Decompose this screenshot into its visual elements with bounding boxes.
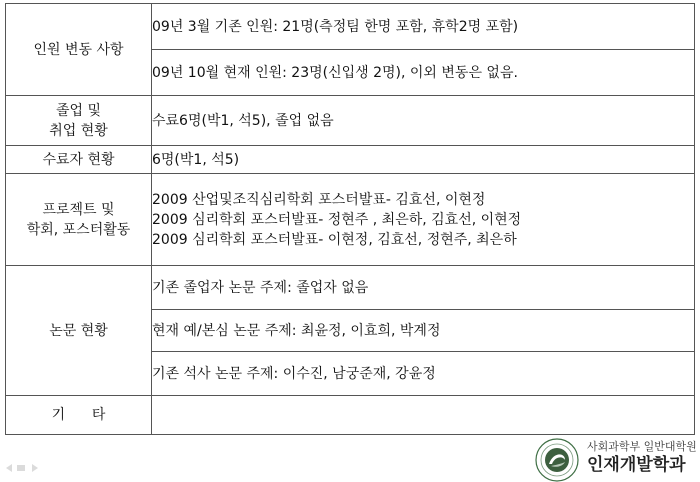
personnel-label: 인원 변동 사항	[6, 4, 152, 96]
completion-label: 수료자 현황	[6, 146, 152, 174]
thesis-line-1: 기존 졸업자 논문 주제: 졸업자 없음	[152, 266, 695, 310]
personnel-line-1: 09년 3월 기존 인원: 21명(측정팀 한명 포함, 휴학2명 포함)	[152, 4, 695, 50]
slide-nav-icon	[4, 462, 44, 474]
projects-label-line-2: 학회, 포스터활동	[26, 221, 131, 238]
graduation-label-line-2: 취업 현황	[49, 122, 108, 139]
personnel-line-2: 09년 10월 현재 인원: 23명(신입생 2명), 이외 변동은 없음.	[152, 50, 695, 96]
projects-label-line-1: 프로젝트 및	[42, 201, 115, 218]
other-content	[152, 396, 695, 435]
projects-label	[6, 174, 152, 266]
department-subtitle: 사회과학부 일반대학원	[587, 440, 697, 453]
department-title: 인재개발학과	[587, 455, 686, 475]
other-label: 기 타	[6, 396, 152, 435]
thesis-label: 논문 현황	[6, 266, 152, 396]
department-footer	[587, 440, 697, 476]
graduation-label-line-1: 졸업 및	[55, 102, 102, 119]
completion-content: 6명(박1, 석5)	[152, 146, 695, 174]
thesis-line-3: 기존 석사 논문 주제: 이수진, 남궁준재, 강윤정	[152, 352, 695, 396]
project-item-3: 2009 심리학회 포스터발표- 이현정, 김효선, 정현주, 최은하	[152, 231, 517, 248]
graduation-label	[6, 96, 152, 146]
projects-content	[152, 174, 695, 266]
project-item-1: 2009 산업및조직심리학회 포스터발표- 김효선, 이현정	[152, 191, 486, 208]
university-seal-icon	[535, 438, 579, 482]
status-report-table	[5, 3, 695, 435]
thesis-line-2: 현재 예/본심 논문 주제: 최윤정, 이효희, 박계정	[152, 310, 695, 352]
project-item-2: 2009 심리학회 포스터발표- 정현주 , 최은하, 김효선, 이현정	[152, 211, 522, 228]
graduation-content: 수료6명(박1, 석5), 졸업 없음	[152, 96, 695, 146]
